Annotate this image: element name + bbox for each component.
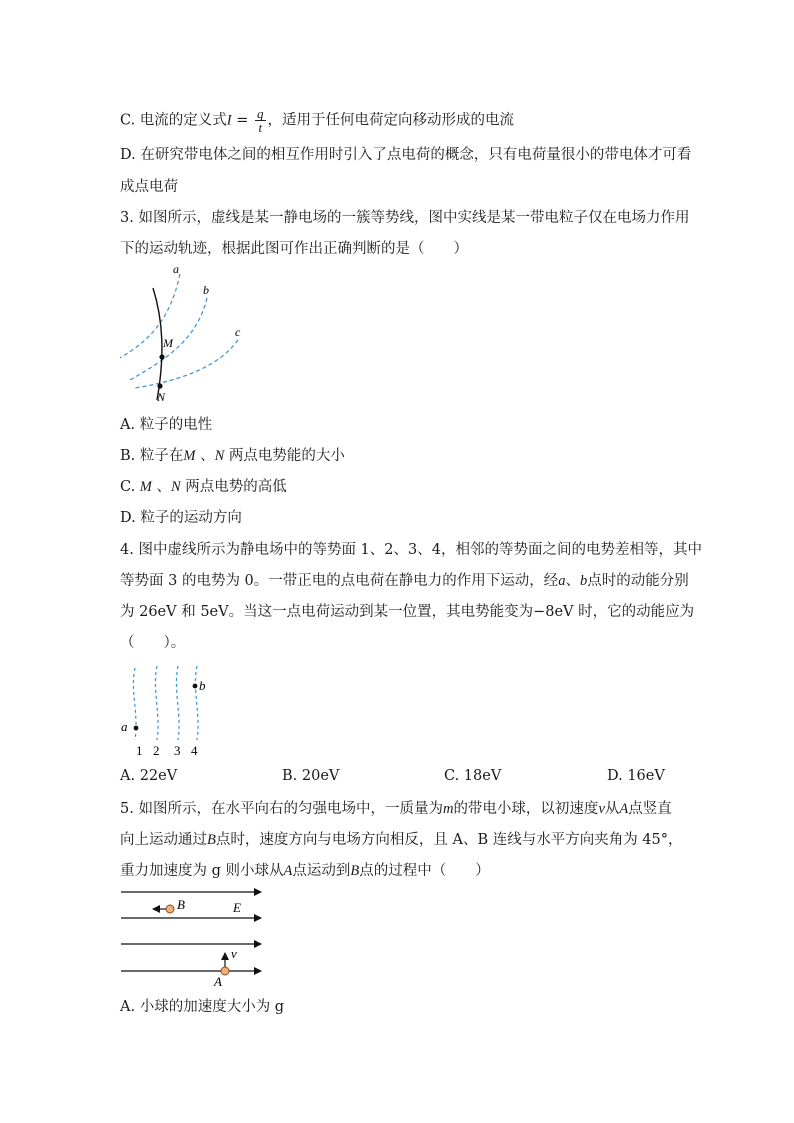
point-m	[159, 354, 164, 359]
q5-line2-b: B	[207, 832, 216, 848]
formula-fraction	[255, 107, 266, 134]
point-a	[134, 726, 139, 731]
label-b: B	[177, 897, 185, 912]
formula-eq: =	[231, 112, 254, 129]
label-n: N	[157, 390, 166, 404]
q3-option-c-sep: 、	[151, 479, 171, 495]
q5-line1-a: A	[619, 801, 629, 817]
q5-line2-post: 点时，速度方向与电场方向相反，且 A、B 连线与水平方向夹角为 45°，	[215, 832, 683, 848]
fraction-denominator: t	[258, 120, 263, 135]
q3-option-c-post: 两点电势的高低	[180, 479, 287, 495]
label-2: 2	[153, 743, 160, 758]
q4-line2-post: 点时的动能分别	[587, 573, 689, 589]
q3-option-b-post: 两点电势能的大小	[224, 448, 345, 464]
q4-choice-b: B. 20eV	[282, 768, 340, 784]
q5-line1-m: m	[442, 801, 454, 817]
label-v: v	[231, 946, 237, 961]
q4-stem-line4: （ ）。	[120, 635, 186, 651]
q5-figure	[115, 885, 270, 990]
q4-line2-pre: 等势面 3 的电势为 0。一带正电的点电荷在静电力的作用下运动，经	[120, 573, 559, 589]
label-m: M	[163, 336, 173, 350]
q3-option-b-sep: 、	[195, 448, 215, 464]
q5-stem-line3	[120, 861, 490, 881]
label-b: b	[203, 283, 209, 297]
label-a: a	[173, 262, 179, 276]
q5-line3-a: A	[283, 863, 293, 879]
ball-a	[221, 967, 229, 975]
label-b: b	[199, 678, 206, 693]
q3-option-c-pre: C.	[120, 479, 140, 495]
q4-stem-line1: 4. 图中虚线所示为静电场中的等势面 1、2、3、4，相邻的等势面之间的电势差相等，其中	[120, 542, 702, 558]
q4-line2-a: a	[558, 573, 566, 589]
q4-choice-c: C. 18eV	[444, 768, 502, 784]
option-c-suffix: ，适用于任何电荷定向移动形成的电流	[267, 112, 515, 129]
option-d-line1: D. 在研究带电体之间的相互作用时引入了点电荷的概念，只有电荷量很小的带电体才可看	[120, 147, 692, 163]
q3-option-b	[120, 446, 345, 466]
q3-option-b-n: N	[214, 448, 225, 464]
q4-figure	[115, 660, 225, 760]
q5-line1-v: v	[598, 801, 605, 817]
q5-option-a: A. 小球的加速度大小为 g	[120, 999, 285, 1015]
point-b	[193, 684, 198, 689]
q4-stem-line3: 为 26eV 和 5eV。当这一点电荷运动到某一位置，其电势能变为−8eV 时，它的动能应为	[120, 604, 695, 620]
q4-line2-sep: 、	[565, 573, 581, 589]
q3-option-c	[120, 477, 287, 497]
equipotential-2	[155, 666, 158, 740]
option-d-line2: 成点电荷	[120, 179, 178, 195]
point-n	[157, 383, 162, 388]
option-c-prefix: C. 电流的定义式	[120, 112, 227, 129]
label-c: c	[235, 325, 241, 339]
q4-choice-a: A. 22eV	[120, 768, 178, 784]
q4-stem-line2	[120, 571, 689, 591]
label-a: A	[214, 974, 222, 989]
label-e: E	[233, 900, 241, 915]
q5-line3-mid: 点运动到	[292, 863, 351, 879]
fraction-numerator: q	[257, 106, 264, 121]
equipotential-3	[176, 666, 179, 740]
label-4: 4	[191, 743, 198, 758]
q5-line3-post: 点的过程中（ ）	[359, 863, 490, 879]
label-a: a	[121, 719, 128, 734]
q3-option-b-pre: B. 粒子在	[120, 448, 184, 464]
q3-option-b-m: M	[183, 448, 196, 464]
option-c-line	[120, 107, 514, 134]
label-3: 3	[174, 743, 181, 758]
q3-figure	[115, 260, 265, 405]
q5-stem-line1	[120, 799, 672, 819]
equipotential-4	[195, 666, 198, 740]
formula-i: I	[226, 112, 232, 129]
q5-line2-pre: 向上运动通过	[120, 832, 207, 848]
q5-line1-pre: 5. 如图所示，在水平向右的匀强电场中，一质量为	[120, 801, 443, 817]
label-1: 1	[136, 743, 143, 758]
q5-line3-b: B	[350, 863, 360, 879]
q3-option-c-m: M	[139, 479, 152, 495]
q3-option-a: A. 粒子的电性	[120, 417, 213, 433]
q3-option-d: D. 粒子的运动方向	[120, 510, 242, 526]
q5-line1-mid2: 从	[604, 801, 620, 817]
q5-line1-post: 点竖直	[628, 801, 672, 817]
q3-option-c-n: N	[171, 479, 181, 495]
q3-stem-line2: 下的运动轨迹，根据此图可作出正确判断的是（ ）	[120, 241, 468, 257]
equipotential-c	[135, 340, 238, 388]
q3-stem-line1: 3. 如图所示，虚线是某一静电场的一簇等势线，图中实线是某一带电粒子仅在电场力作用	[120, 210, 690, 226]
q5-stem-line2	[120, 830, 683, 850]
ball-b	[166, 905, 174, 913]
q5-line3-pre: 重力加速度为 g 则小球从	[120, 863, 284, 879]
q5-line1-mid: 的带电小球，以初速度	[453, 801, 599, 817]
q4-line2-b: b	[580, 573, 588, 589]
q4-choice-d: D. 16eV	[607, 768, 665, 784]
